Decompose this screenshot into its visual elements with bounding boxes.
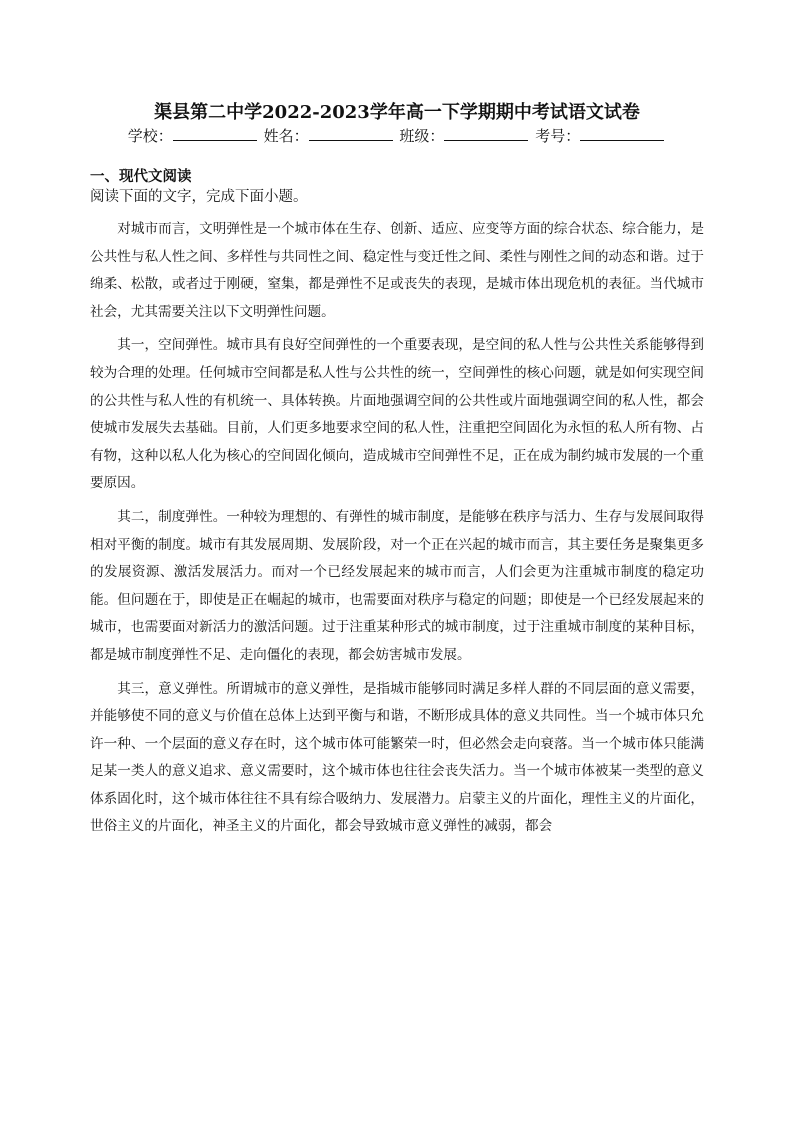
reading-passage — [90, 216, 704, 847]
class-blank[interactable] — [444, 126, 528, 141]
exam-number-blank[interactable] — [580, 126, 664, 141]
school-blank[interactable] — [173, 126, 257, 141]
passage-paragraph: 其二，制度弹性。一种较为理想的、有弹性的城市制度，是能够在秩序与活力、生存与发展间取得相对平衡的制度。城市有其发展周期、发展阶段，对一个正在兴起的城市而言，其主要任务是聚集更多的发展资源、激活发展活力。而对一个已经发展起来的城市而言，人们会更为注重城市制度的稳定功能。但问题在于，即使是正在崛起的城市，也需要面对秩序与稳定的问题；即使是一个已经发展起来的城市，也需要面对新活力的激活问题。过于注重某种形式的城市制度，过于注重城市制度的某种目标，都是城市制度弹性不足、走向僵化的表现，都会妨害城市发展。 — [90, 508, 704, 663]
student-info-line — [70, 125, 724, 147]
passage-paragraph: 对城市而言，文明弹性是一个城市体在生存、创新、适应、应变等方面的综合状态、综合能力，是公共性与私人性之间、多样性与共同性之间、稳定性与变迁性之间、柔性与刚性之间的动态和谐。过于绵柔、松散，或者过于刚硬，窒集，都是弹性不足或丧失的表现，是城市体出现危机的表征。当代城市社会，尤其需要关注以下文明弹性问题。 — [90, 221, 704, 320]
exam-number-label: 考号： — [535, 127, 581, 145]
name-blank[interactable] — [309, 126, 393, 141]
class-label: 班级： — [399, 127, 445, 145]
name-label: 姓名： — [263, 127, 309, 145]
exam-title: 渠县第二中学2022-2023学年高一下学期期中考试语文试卷 — [154, 102, 640, 123]
section-heading: 一、现代文阅读 — [90, 169, 192, 185]
school-label: 学校： — [127, 127, 173, 145]
passage-paragraph: 其一，空间弹性。城市具有良好空间弹性的一个重要表现，是空间的私人性与公共性关系能够得到较为合理的处理。任何城市空间都是私人性与公共性的统一，空间弹性的核心问题，就是如何实现空间的公共性与私人性的有机统一、具体转换。片面地强调空间的公共性或片面地强调空间的私人性，都会使城市发展失去基础。目前，人们更多地要求空间的私人性，注重把空间固化为永恒的私人所有物、占有物，这种以私人化为核心的空间固化倾向，造成城市空间弹性不足，正在成为制约城市发展的一个重要原因。 — [90, 337, 704, 492]
passage-paragraph: 其三，意义弹性。所谓城市的意义弹性，是指城市能够同时满足多样人群的不同层面的意义需要，并能够使不同的意义与价值在总体上达到平衡与和谐，不断形成具体的意义共同性。当一个城市体只允许一种、一个层面的意义存在时，这个城市体可能繁荣一时，但必然会走向衰落。当一个城市体只能满足某一类人的意义追求、意义需要时，这个城市体也往往会丧失活力。当一个城市体被某一类型的意义体系固化时，这个城市体往往不具有综合吸纳力、发展潜力。启蒙主义的片面化，理性主义的片面化，世俗主义的片面化，神圣主义的片面化，都会导致城市意义弹性的减弱，都会 — [90, 680, 704, 835]
section-instruction: 阅读下面的文字，完成下面小题。 — [90, 189, 308, 205]
